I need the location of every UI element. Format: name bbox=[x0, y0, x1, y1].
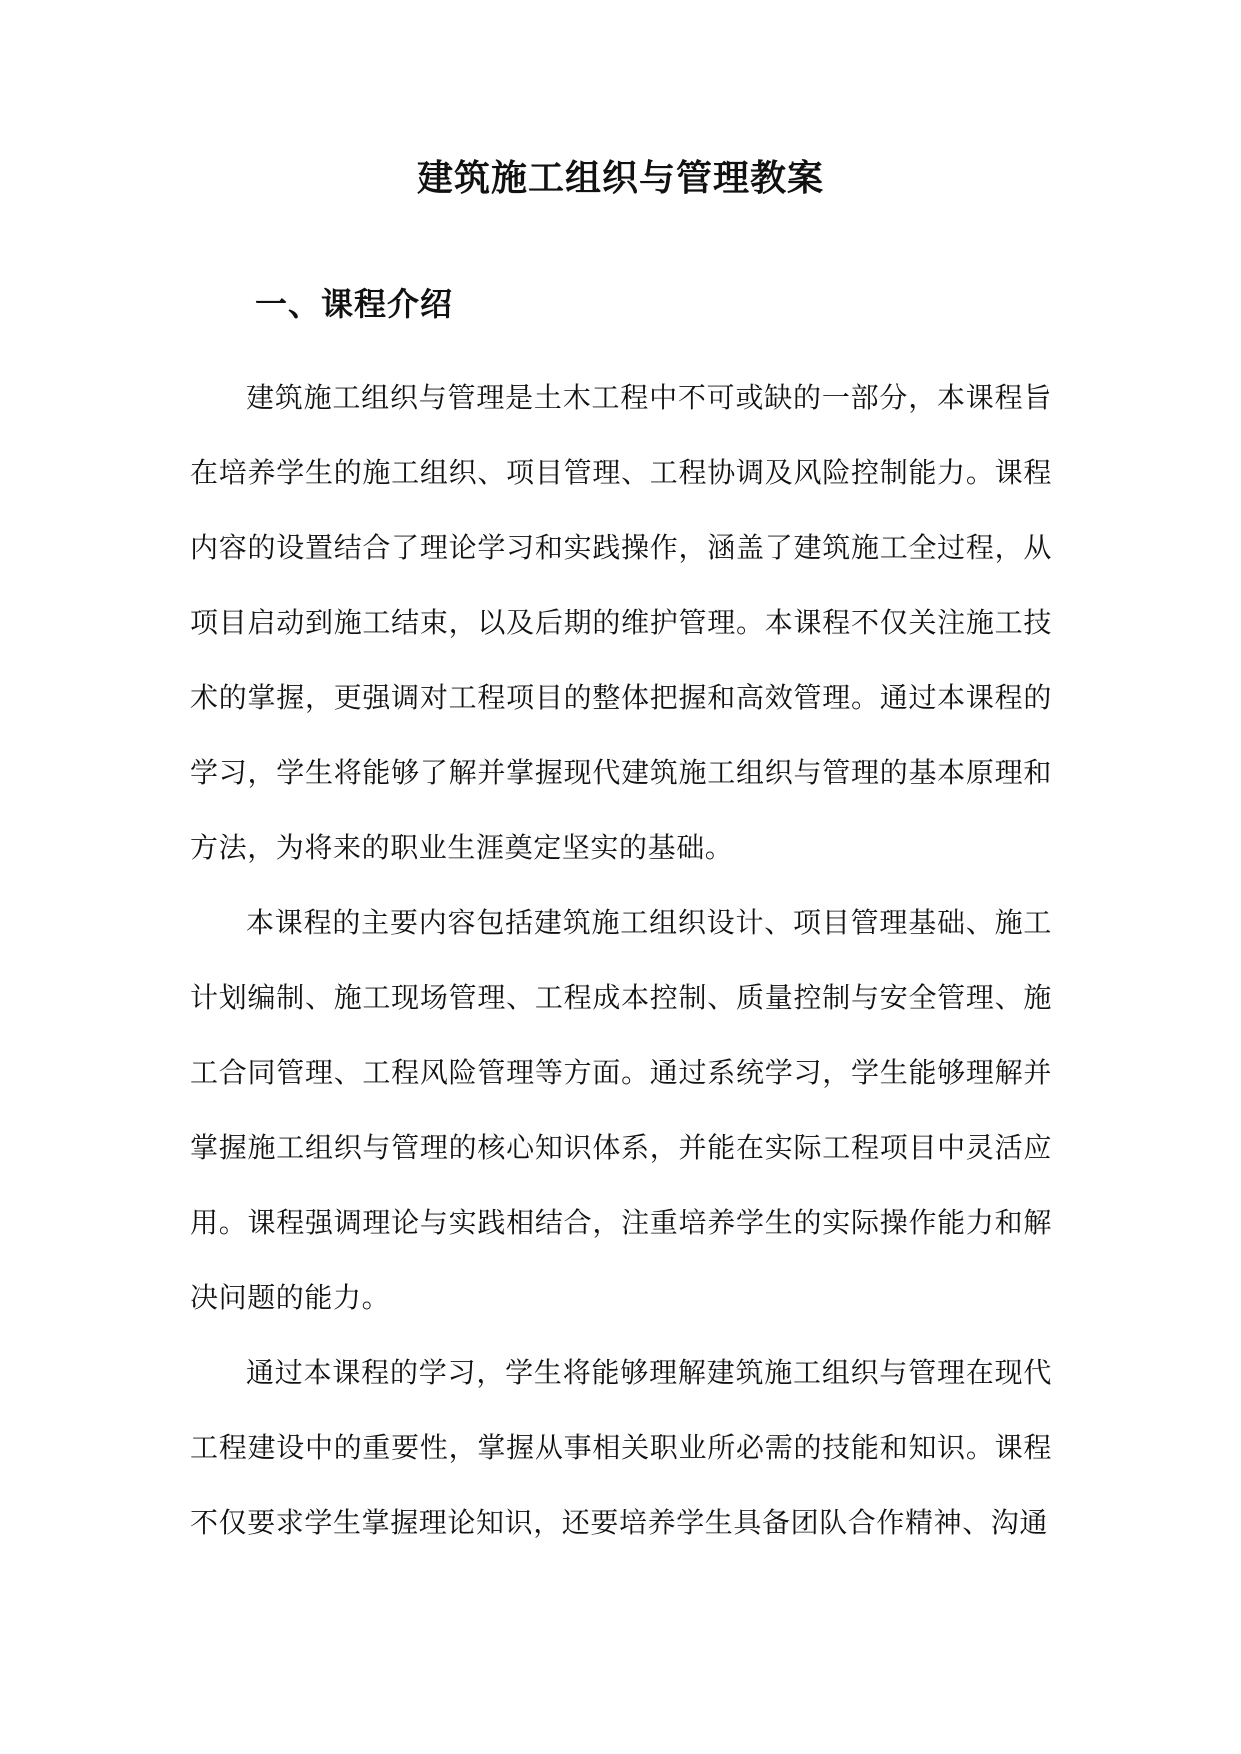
section-heading-course-intro: 一、课程介绍 bbox=[255, 285, 454, 323]
paragraph-1: 建筑施工组织与管理是土木工程中不可或缺的一部分，本课程旨在培养学生的施工组织、项目管理、工程协调及风险控制能力。课程内容的设置结合了理论学习和实践操作，涵盖了建筑施工全过程，从项目启动到施工结束，以及后期的维护管理。本课程不仅关注施工技术的掌握，更强调对工程项目的整体把握和高效管理。通过本课程的学习，学生将能够了解并掌握现代建筑施工组织与管理的基本原理和方法，为将来的职业生涯奠定坚实的基础。 bbox=[190, 381, 1052, 864]
section-body bbox=[190, 360, 1052, 1560]
document-title: 建筑施工组织与管理教案 bbox=[416, 157, 824, 199]
paragraph-2: 本课程的主要内容包括建筑施工组织设计、项目管理基础、施工计划编制、施工现场管理、工程成本控制、质量控制与安全管理、施工合同管理、工程风险管理等方面。通过系统学习，学生能够理解并掌握施工组织与管理的核心知识体系，并能在实际工程项目中灵活应用。课程强调理论与实践相结合，注重培养学生的实际操作能力和解决问题的能力。 bbox=[190, 906, 1052, 1314]
paragraph-3: 通过本课程的学习，学生将能够理解建筑施工组织与管理在现代工程建设中的重要性，掌握从事相关职业所必需的技能和知识。课程不仅要求学生掌握理论知识，还要培养学生具备团队合作精神、沟通 bbox=[190, 1356, 1052, 1539]
